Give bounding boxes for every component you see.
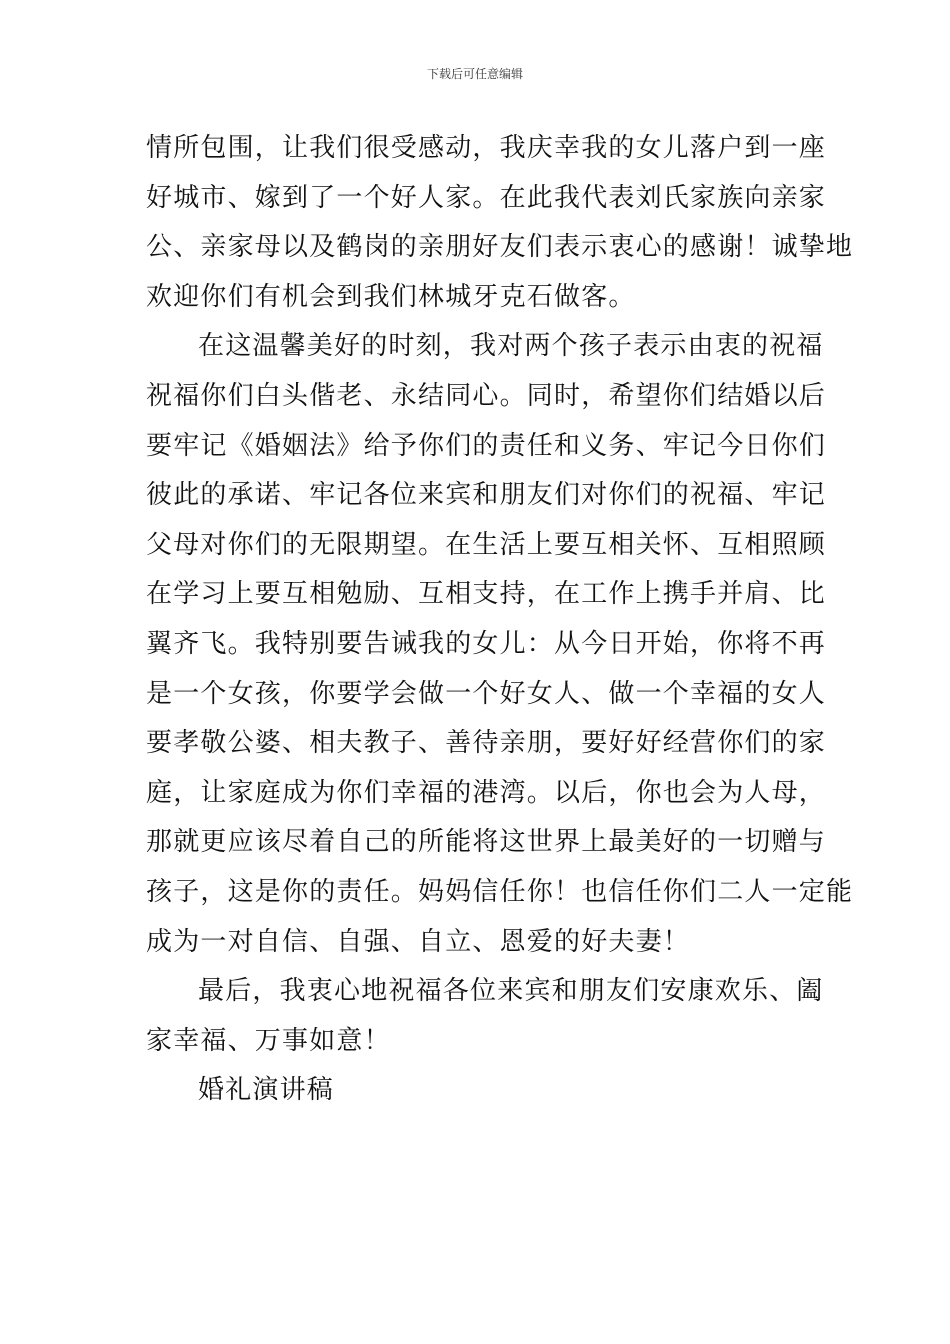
body-line: 翼齐飞。我特别要告诫我的女儿：从今日开始，你将不再 xyxy=(146,628,827,659)
body-line: 在学习上要互相勉励、互相支持，在工作上携手并肩、比 xyxy=(146,579,827,610)
body-line: 是一个女孩，你要学会做一个好女人、做一个幸福的女人 xyxy=(146,678,827,709)
body-line: 要牢记《婚姻法》给予你们的责任和义务、牢记今日你们 xyxy=(146,430,827,461)
body-line: 彼此的承诺、牢记各位来宾和朋友们对你们的祝福、牢记 xyxy=(146,480,827,511)
body-line: 欢迎你们有机会到我们林城牙克石做客。 xyxy=(146,281,636,312)
body-line: 祝福你们白头偕老、永结同心。同时，希望你们结婚以后 xyxy=(146,380,827,411)
body-line: 孩子，这是你的责任。妈妈信任你！也信任你们二人一定能 xyxy=(146,876,854,907)
body-line: 公、亲家母以及鹤岗的亲朋好友们表示衷心的感谢！诚挚地 xyxy=(146,232,854,263)
page-header: 下载后可任意编辑 xyxy=(426,67,523,81)
body-line: 情所包围，让我们很受感动，我庆幸我的女儿落户到一座 xyxy=(146,133,827,163)
section-heading: 婚礼演讲稿 xyxy=(198,1075,335,1106)
body-line: 成为一对自信、自强、自立、恩爱的好夫妻！ xyxy=(146,926,691,957)
body-line: 父母对你们的无限期望。在生活上要互相关怀、互相照顾 xyxy=(146,529,827,560)
body-line: 好城市、嫁到了一个好人家。在此我代表刘氏家族向亲家 xyxy=(146,182,827,213)
paragraph-first-line: 最后，我衷心地祝福各位来宾和朋友们安康欢乐、阖 xyxy=(198,976,824,1007)
body-line: 庭，让家庭成为你们幸福的港湾。以后，你也会为人母， xyxy=(146,777,827,808)
body-line: 要孝敬公婆、相夫教子、善待亲朋，要好好经营你们的家 xyxy=(146,728,827,759)
body-line: 家幸福、万事如意！ xyxy=(146,1025,391,1056)
body-line: 那就更应该尽着自己的所能将这世界上最美好的一切赠与 xyxy=(146,827,827,858)
document-body xyxy=(146,124,854,1116)
paragraph-first-line: 在这温馨美好的时刻，我对两个孩子表示由衷的祝福 xyxy=(198,331,824,362)
